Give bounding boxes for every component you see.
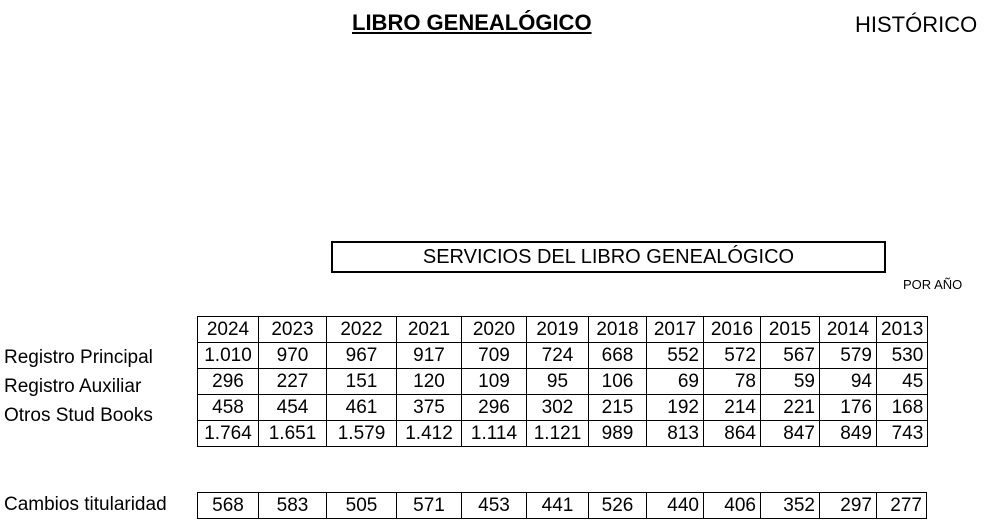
table-cell: 120 (397, 369, 462, 395)
table-cell: 454 (259, 395, 327, 421)
table-cell: 440 (647, 493, 704, 519)
total-cell: 1.764 (198, 421, 259, 447)
year-header-cell: 2015 (761, 317, 820, 343)
table-cell: 441 (527, 493, 589, 519)
year-header-cell: 2019 (527, 317, 589, 343)
table-cell: 277 (877, 493, 927, 519)
table-cell: 572 (704, 343, 761, 369)
total-cell: 1.579 (327, 421, 397, 447)
table-cell: 568 (198, 493, 259, 519)
year-header-cell: 2016 (704, 317, 761, 343)
table-cell: 505 (327, 493, 397, 519)
table-cell: 94 (820, 369, 877, 395)
total-cell: 743 (877, 421, 928, 447)
total-cell: 847 (761, 421, 820, 447)
table-cell: 970 (259, 343, 327, 369)
table-cell: 1.010 (198, 343, 259, 369)
table-cell: 461 (327, 395, 397, 421)
table-cell: 458 (198, 395, 259, 421)
total-cell: 1.121 (527, 421, 589, 447)
total-cell: 1.651 (259, 421, 327, 447)
total-cell: 1.114 (462, 421, 527, 447)
table-cell: 45 (877, 369, 928, 395)
table-cell: 192 (647, 395, 704, 421)
year-header-row (198, 317, 928, 343)
table-cell: 176 (820, 395, 877, 421)
year-header-cell: 2017 (647, 317, 704, 343)
table-cell: 59 (761, 369, 820, 395)
table-cell: 583 (259, 493, 327, 519)
row-label-cambios-titularidad: Cambios titularidad (4, 494, 167, 515)
year-header-cell: 2024 (198, 317, 259, 343)
table-cell: 552 (647, 343, 704, 369)
table-cell: 375 (397, 395, 462, 421)
table-cell: 453 (462, 493, 527, 519)
table-cell: 668 (589, 343, 647, 369)
table-cell: 571 (397, 493, 462, 519)
table-cell: 579 (820, 343, 877, 369)
table-row-registro-auxiliar (198, 369, 928, 395)
year-header-cell: 2014 (820, 317, 877, 343)
table-cell: 406 (704, 493, 761, 519)
total-cell: 989 (589, 421, 647, 447)
table-cell: 567 (761, 343, 820, 369)
table-cell: 227 (259, 369, 327, 395)
table-cell: 302 (527, 395, 589, 421)
table-cell: 168 (877, 395, 928, 421)
row-label-registro-auxiliar: Registro Auxiliar (4, 376, 142, 397)
total-cell: 849 (820, 421, 877, 447)
year-header-cell: 2020 (462, 317, 527, 343)
table-cell: 109 (462, 369, 527, 395)
table-row-cambios-titularidad (198, 493, 927, 519)
table-cell: 214 (704, 395, 761, 421)
page-title: LIBRO GENEALÓGICO (352, 10, 592, 35)
year-header-cell: 2022 (327, 317, 397, 343)
table-cell: 296 (462, 395, 527, 421)
table-cell: 526 (589, 493, 647, 519)
table-cell: 917 (397, 343, 462, 369)
table-cell: 296 (198, 369, 259, 395)
year-header-cell: 2018 (589, 317, 647, 343)
table-cell: 709 (462, 343, 527, 369)
table-cell: 967 (327, 343, 397, 369)
table-cell: 221 (761, 395, 820, 421)
table-cell: 69 (647, 369, 704, 395)
table-cell: 352 (761, 493, 820, 519)
table-cell: 151 (327, 369, 397, 395)
cambios-titularidad-table (197, 492, 927, 519)
table-row-otros-stud-books (198, 395, 928, 421)
table-row-registro-principal (198, 343, 928, 369)
total-cell: 813 (647, 421, 704, 447)
row-label-registro-principal: Registro Principal (4, 347, 153, 368)
table-cell: 95 (527, 369, 589, 395)
table-cell: 215 (589, 395, 647, 421)
total-cell: 864 (704, 421, 761, 447)
unit-note: POR AÑO (903, 277, 963, 292)
year-header-cell: 2021 (397, 317, 462, 343)
table-cell: 106 (589, 369, 647, 395)
section-title-box (331, 241, 886, 273)
section-title: SERVICIOS DEL LIBRO GENEALÓGICO (422, 245, 795, 268)
table-row-total (198, 421, 928, 447)
year-header-cell: 2023 (259, 317, 327, 343)
services-table (197, 316, 928, 447)
table-cell: 78 (704, 369, 761, 395)
total-cell: 1.412 (397, 421, 462, 447)
year-header-cell: 2013 (877, 317, 928, 343)
table-cell: 297 (820, 493, 877, 519)
row-label-otros-stud-books: Otros Stud Books (4, 405, 153, 426)
historico-label: HISTÓRICO (855, 12, 978, 37)
table-cell: 530 (877, 343, 928, 369)
table-cell: 724 (527, 343, 589, 369)
